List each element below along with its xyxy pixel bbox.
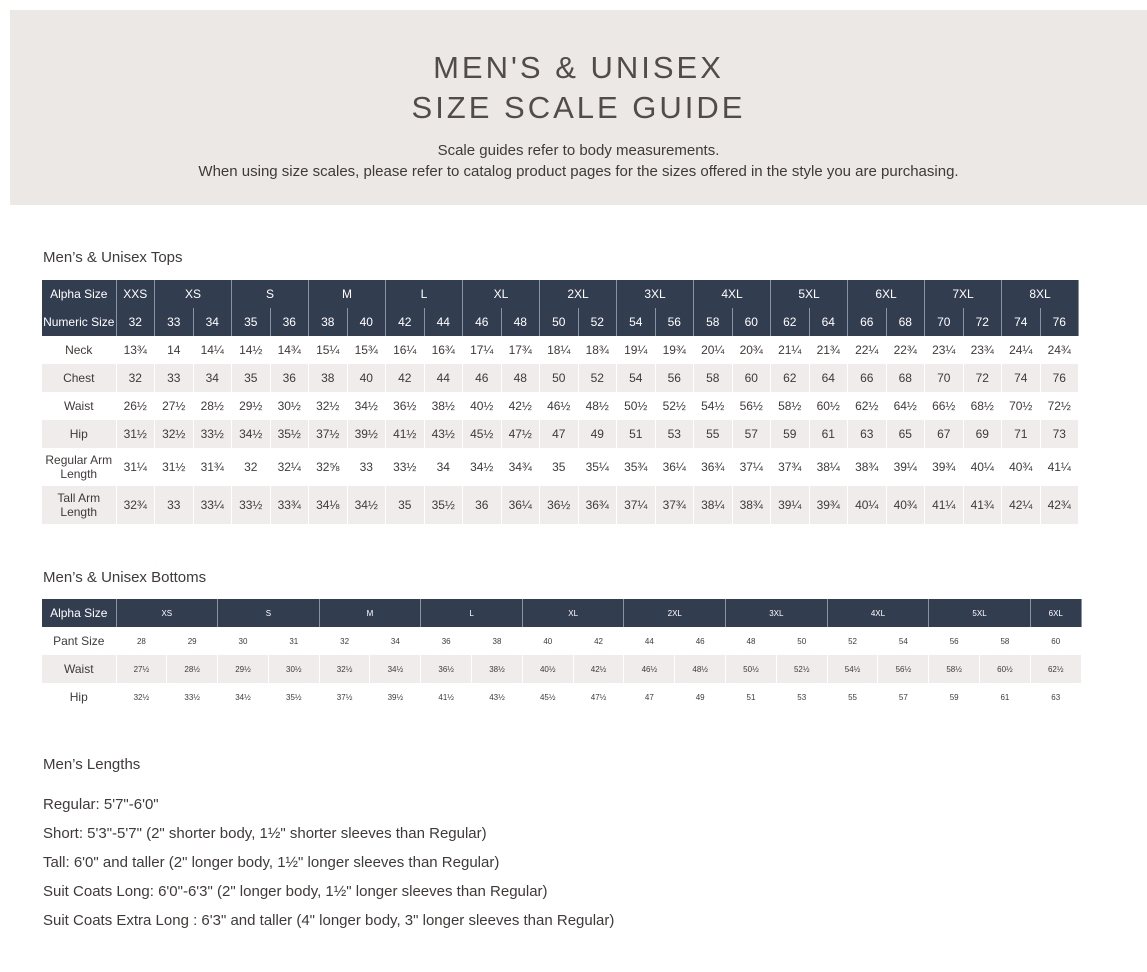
subtitle-line1: Scale guides refer to body measurements. <box>437 142 720 159</box>
table-cell: 22¾ <box>886 336 925 364</box>
table-cell: 52½ <box>655 392 694 420</box>
table-cell: 37¾ <box>771 448 810 486</box>
table-cell: 16¼ <box>386 336 425 364</box>
alpha-size-header: 4XL <box>827 599 929 627</box>
table-cell: 16¾ <box>424 336 463 364</box>
numeric-size-header: 50 <box>540 308 579 336</box>
table-cell: 58½ <box>929 655 980 683</box>
table-cell: 20¼ <box>694 336 733 364</box>
table-cell: 62 <box>771 364 810 392</box>
numeric-size-header: 38 <box>309 308 348 336</box>
subtitle-line2: When using size scales, please refer to catalog product pages for the sizes offered in the style you are purchasing. <box>198 163 959 180</box>
table-cell: 54 <box>878 627 929 655</box>
table-cell: 38 <box>309 364 348 392</box>
table-cell: 47½ <box>573 683 624 711</box>
numeric-size-header: 60 <box>732 308 771 336</box>
alpha-size-header: 5XL <box>929 599 1031 627</box>
table-cell: 38¾ <box>848 448 887 486</box>
numeric-size-header: 62 <box>771 308 810 336</box>
numeric-size-header: 74 <box>1002 308 1041 336</box>
table-cell: 32½ <box>309 392 348 420</box>
table-cell: 33½ <box>386 448 425 486</box>
table-cell: 66 <box>848 364 887 392</box>
table-row <box>42 655 1081 683</box>
alpha-size-header: S <box>218 599 320 627</box>
table-cell: 60½ <box>809 392 848 420</box>
table-cell: 46 <box>463 364 502 392</box>
alpha-size-header: XL <box>522 599 624 627</box>
numeric-size-header: 66 <box>848 308 887 336</box>
table-cell: 27½ <box>155 392 194 420</box>
numeric-size-header: 76 <box>1040 308 1079 336</box>
table-cell: 59 <box>929 683 980 711</box>
table-cell: 20¾ <box>732 336 771 364</box>
row-label: Waist <box>42 392 116 420</box>
table-cell: 24¼ <box>1002 336 1041 364</box>
header-banner <box>10 10 1147 205</box>
table-cell: 30½ <box>268 655 319 683</box>
table-cell: 35 <box>386 486 425 524</box>
alpha-size-header: 8XL <box>1002 280 1079 308</box>
table-cell: 36¾ <box>578 486 617 524</box>
table-cell: 33½ <box>232 486 271 524</box>
table-cell: 58 <box>694 364 733 392</box>
table-cell: 39½ <box>370 683 421 711</box>
table-cell: 34 <box>370 627 421 655</box>
numeric-size-header: 48 <box>501 308 540 336</box>
table-cell: 41¼ <box>1040 448 1079 486</box>
table-cell: 19¾ <box>655 336 694 364</box>
numeric-size-header: 33 <box>155 308 194 336</box>
table-cell: 38¾ <box>732 486 771 524</box>
row-label: Pant Size <box>42 627 116 655</box>
table-cell: 35¾ <box>617 448 656 486</box>
alpha-size-header: 7XL <box>925 280 1002 308</box>
bottoms-heading: Men’s & Unisex Bottoms <box>43 569 207 586</box>
table-cell: 37½ <box>319 683 370 711</box>
row-label: Regular Arm Length <box>42 448 116 486</box>
table-cell: 14½ <box>232 336 271 364</box>
table-cell: 34½ <box>232 420 271 448</box>
table-cell: 42¾ <box>1040 486 1079 524</box>
table-cell: 32⅝ <box>309 448 348 486</box>
table-cell: 52 <box>578 364 617 392</box>
table-cell: 17¼ <box>463 336 502 364</box>
table-cell: 34 <box>193 364 232 392</box>
alpha-size-header: 6XL <box>1030 599 1081 627</box>
table-cell: 41¼ <box>925 486 964 524</box>
table-cell: 61 <box>809 420 848 448</box>
table-row <box>42 364 1079 392</box>
numeric-size-header: 46 <box>463 308 502 336</box>
alpha-size-header: S <box>232 280 309 308</box>
table-cell: 50½ <box>726 655 777 683</box>
table-cell: 34½ <box>347 392 386 420</box>
numeric-size-header: 40 <box>347 308 386 336</box>
table-cell: 36¼ <box>655 448 694 486</box>
numeric-size-header: 56 <box>655 308 694 336</box>
table-cell: 29 <box>167 627 218 655</box>
page-title-line2: SIZE SCALE GUIDE <box>411 90 746 125</box>
table-cell: 72 <box>963 364 1002 392</box>
table-cell: 29½ <box>218 655 269 683</box>
table-cell: 35¼ <box>578 448 617 486</box>
table-cell: 40¾ <box>1002 448 1041 486</box>
table-cell: 14 <box>155 336 194 364</box>
row-label: Tall Arm Length <box>42 486 116 524</box>
table-cell: 69 <box>963 420 1002 448</box>
numeric-size-header: 64 <box>809 308 848 336</box>
table-cell: 35 <box>232 364 271 392</box>
numeric-size-header: 34 <box>193 308 232 336</box>
numeric-size-label: Numeric Size <box>42 308 116 336</box>
table-cell: 34½ <box>463 448 502 486</box>
table-cell: 33 <box>347 448 386 486</box>
table-cell: 23¾ <box>963 336 1002 364</box>
table-cell: 66½ <box>925 392 964 420</box>
table-cell: 38¼ <box>809 448 848 486</box>
table-cell: 36½ <box>540 486 579 524</box>
table-cell: 72½ <box>1040 392 1079 420</box>
table-cell: 15¼ <box>309 336 348 364</box>
list-item: Tall: 6'0" and taller (2" longer body, 1½" longer sleeves than Regular) <box>43 854 500 871</box>
numeric-size-header: 68 <box>886 308 925 336</box>
table-cell: 32½ <box>319 655 370 683</box>
table-cell: 37¼ <box>732 448 771 486</box>
table-cell: 34 <box>424 448 463 486</box>
table-cell: 31½ <box>155 448 194 486</box>
table-cell: 56½ <box>732 392 771 420</box>
table-cell: 54 <box>617 364 656 392</box>
table-cell: 37¼ <box>617 486 656 524</box>
numeric-size-header: 44 <box>424 308 463 336</box>
table-cell: 71 <box>1002 420 1041 448</box>
table-cell: 31½ <box>116 420 155 448</box>
table-cell: 28½ <box>193 392 232 420</box>
table-cell: 62½ <box>848 392 887 420</box>
table-cell: 33½ <box>193 420 232 448</box>
table-cell: 51 <box>617 420 656 448</box>
table-cell: 60 <box>1030 627 1081 655</box>
table-cell: 73 <box>1040 420 1079 448</box>
table-cell: 36½ <box>421 655 472 683</box>
table-row <box>42 420 1079 448</box>
alpha-size-label: Alpha Size <box>42 280 116 308</box>
table-cell: 28 <box>116 627 167 655</box>
list-item: Suit Coats Extra Long : 6'3" and taller (4" longer body, 3" longer sleeves than Regular) <box>43 912 615 929</box>
table-cell: 13¾ <box>116 336 155 364</box>
alpha-size-header: 2XL <box>540 280 617 308</box>
table-cell: 28½ <box>167 655 218 683</box>
numeric-size-header: 35 <box>232 308 271 336</box>
table-cell: 76 <box>1040 364 1079 392</box>
table-cell: 63 <box>848 420 887 448</box>
table-cell: 33 <box>155 364 194 392</box>
table-cell: 50 <box>540 364 579 392</box>
table-cell: 33 <box>155 486 194 524</box>
alpha-size-header: M <box>309 280 386 308</box>
table-cell: 32 <box>116 364 155 392</box>
table-cell: 70½ <box>1002 392 1041 420</box>
table-cell: 47 <box>624 683 675 711</box>
table-cell: 22¼ <box>848 336 887 364</box>
numeric-size-header: 42 <box>386 308 425 336</box>
table-cell: 70 <box>925 364 964 392</box>
lengths-list <box>43 794 614 939</box>
table-cell: 35½ <box>268 683 319 711</box>
table-row <box>42 448 1079 486</box>
table-cell: 36 <box>270 364 309 392</box>
row-label: Chest <box>42 364 116 392</box>
table-cell: 48½ <box>578 392 617 420</box>
alpha-size-header: XL <box>463 280 540 308</box>
table-cell: 46 <box>675 627 726 655</box>
table-row <box>42 336 1079 364</box>
table-row <box>42 683 1081 711</box>
table-cell: 68 <box>886 364 925 392</box>
table-cell: 18¼ <box>540 336 579 364</box>
table-cell: 64½ <box>886 392 925 420</box>
lengths-heading: Men’s Lengths <box>43 756 141 773</box>
table-cell: 32½ <box>116 683 167 711</box>
table-cell: 44 <box>424 364 463 392</box>
table-cell: 44 <box>624 627 675 655</box>
table-cell: 51 <box>726 683 777 711</box>
table-cell: 35½ <box>270 420 309 448</box>
alpha-size-label: Alpha Size <box>42 599 116 627</box>
table-cell: 29½ <box>232 392 271 420</box>
table-cell: 35½ <box>424 486 463 524</box>
table-cell: 21¾ <box>809 336 848 364</box>
table-cell: 36¼ <box>501 486 540 524</box>
table-cell: 48 <box>726 627 777 655</box>
table-cell: 42 <box>573 627 624 655</box>
table-cell: 59 <box>771 420 810 448</box>
table-cell: 35 <box>540 448 579 486</box>
numeric-size-header: 32 <box>116 308 155 336</box>
table-cell: 55 <box>827 683 878 711</box>
table-cell: 30 <box>218 627 269 655</box>
table-cell: 40¾ <box>886 486 925 524</box>
numeric-size-header: 54 <box>617 308 656 336</box>
table-cell: 24¾ <box>1040 336 1079 364</box>
table-cell: 41½ <box>421 683 472 711</box>
table-cell: 40 <box>347 364 386 392</box>
table-cell: 14¾ <box>270 336 309 364</box>
table-cell: 48 <box>501 364 540 392</box>
table-cell: 30½ <box>270 392 309 420</box>
alpha-size-header: XXS <box>116 280 155 308</box>
table-cell: 56½ <box>878 655 929 683</box>
table-cell: 36 <box>421 627 472 655</box>
table-cell: 18¾ <box>578 336 617 364</box>
page-title-line1: MEN'S & UNISEX <box>433 50 724 85</box>
table-cell: 33¾ <box>270 486 309 524</box>
row-label: Hip <box>42 683 116 711</box>
table-cell: 63 <box>1030 683 1081 711</box>
table-cell: 31 <box>268 627 319 655</box>
list-item: Short: 5'3"-5'7" (2" shorter body, 1½" shorter sleeves than Regular) <box>43 825 487 842</box>
table-cell: 15¾ <box>347 336 386 364</box>
table-cell: 50½ <box>617 392 656 420</box>
numeric-size-header: 52 <box>578 308 617 336</box>
tops-heading: Men’s & Unisex Tops <box>43 249 183 266</box>
table-cell: 39¼ <box>771 486 810 524</box>
table-cell: 48½ <box>675 655 726 683</box>
table-cell: 41½ <box>386 420 425 448</box>
alpha-size-header: M <box>319 599 421 627</box>
table-cell: 52 <box>827 627 878 655</box>
table-cell: 49 <box>578 420 617 448</box>
table-cell: 14¼ <box>193 336 232 364</box>
table-cell: 42 <box>386 364 425 392</box>
bottoms-size-table <box>42 599 1082 711</box>
table-cell: 26½ <box>116 392 155 420</box>
table-cell: 19¼ <box>617 336 656 364</box>
table-cell: 46½ <box>624 655 675 683</box>
table-cell: 31¾ <box>193 448 232 486</box>
table-cell: 40½ <box>463 392 502 420</box>
list-item: Regular: 5'7"-6'0" <box>43 796 159 813</box>
table-cell: 39¼ <box>886 448 925 486</box>
table-cell: 36½ <box>386 392 425 420</box>
table-cell: 60 <box>732 364 771 392</box>
alpha-size-header: L <box>421 599 523 627</box>
table-cell: 37¾ <box>655 486 694 524</box>
numeric-size-header: 36 <box>270 308 309 336</box>
numeric-size-header: 72 <box>963 308 1002 336</box>
alpha-size-header: 6XL <box>848 280 925 308</box>
alpha-size-header: 3XL <box>617 280 694 308</box>
alpha-size-header: 3XL <box>726 599 828 627</box>
table-row <box>42 627 1081 655</box>
table-cell: 40¼ <box>963 448 1002 486</box>
table-cell: 36 <box>463 486 502 524</box>
table-cell: 34½ <box>347 486 386 524</box>
table-cell: 38 <box>472 627 523 655</box>
table-cell: 67 <box>925 420 964 448</box>
table-cell: 57 <box>878 683 929 711</box>
table-cell: 54½ <box>694 392 733 420</box>
alpha-size-header: XS <box>155 280 232 308</box>
table-cell: 42½ <box>501 392 540 420</box>
table-cell: 47 <box>540 420 579 448</box>
table-cell: 62½ <box>1030 655 1081 683</box>
table-cell: 46½ <box>540 392 579 420</box>
table-cell: 40 <box>522 627 573 655</box>
alpha-size-header: 2XL <box>624 599 726 627</box>
table-cell: 31¼ <box>116 448 155 486</box>
table-cell: 34⅛ <box>309 486 348 524</box>
table-cell: 65 <box>886 420 925 448</box>
table-cell: 56 <box>929 627 980 655</box>
table-cell: 61 <box>980 683 1031 711</box>
table-cell: 50 <box>776 627 827 655</box>
alpha-size-header: 5XL <box>771 280 848 308</box>
table-cell: 47½ <box>501 420 540 448</box>
table-cell: 64 <box>809 364 848 392</box>
table-cell: 53 <box>655 420 694 448</box>
alpha-size-header: 4XL <box>694 280 771 308</box>
table-cell: 42½ <box>573 655 624 683</box>
table-cell: 57 <box>732 420 771 448</box>
table-cell: 58 <box>980 627 1031 655</box>
table-cell: 54½ <box>827 655 878 683</box>
row-label: Hip <box>42 420 116 448</box>
table-cell: 74 <box>1002 364 1041 392</box>
table-cell: 68½ <box>963 392 1002 420</box>
table-cell: 37½ <box>309 420 348 448</box>
table-cell: 39¾ <box>925 448 964 486</box>
table-row <box>42 486 1079 524</box>
table-cell: 27½ <box>116 655 167 683</box>
table-cell: 36¾ <box>694 448 733 486</box>
table-cell: 32 <box>232 448 271 486</box>
table-cell: 21¼ <box>771 336 810 364</box>
table-cell: 32½ <box>155 420 194 448</box>
table-cell: 58½ <box>771 392 810 420</box>
table-cell: 38½ <box>424 392 463 420</box>
table-cell: 39½ <box>347 420 386 448</box>
list-item: Suit Coats Long: 6'0"-6'3" (2" longer body, 1½" longer sleeves than Regular) <box>43 883 548 900</box>
row-label: Waist <box>42 655 116 683</box>
alpha-size-header: L <box>386 280 463 308</box>
table-cell: 42¼ <box>1002 486 1041 524</box>
table-cell: 55 <box>694 420 733 448</box>
table-cell: 33½ <box>167 683 218 711</box>
table-cell: 56 <box>655 364 694 392</box>
table-cell: 38½ <box>472 655 523 683</box>
table-cell: 52½ <box>776 655 827 683</box>
table-cell: 32¾ <box>116 486 155 524</box>
row-label: Neck <box>42 336 116 364</box>
table-cell: 40½ <box>522 655 573 683</box>
table-cell: 41¾ <box>963 486 1002 524</box>
table-cell: 34½ <box>370 655 421 683</box>
table-cell: 34½ <box>218 683 269 711</box>
numeric-size-header: 58 <box>694 308 733 336</box>
table-cell: 32 <box>319 627 370 655</box>
alpha-size-header: XS <box>116 599 218 627</box>
table-cell: 45½ <box>463 420 502 448</box>
table-cell: 34¾ <box>501 448 540 486</box>
tops-size-table <box>42 280 1079 524</box>
table-cell: 38¼ <box>694 486 733 524</box>
numeric-size-header: 70 <box>925 308 964 336</box>
table-cell: 23¼ <box>925 336 964 364</box>
table-cell: 17¾ <box>501 336 540 364</box>
table-cell: 40¼ <box>848 486 887 524</box>
table-row <box>42 392 1079 420</box>
table-cell: 43½ <box>424 420 463 448</box>
table-cell: 32¼ <box>270 448 309 486</box>
table-cell: 53 <box>776 683 827 711</box>
table-cell: 45½ <box>522 683 573 711</box>
table-cell: 33¼ <box>193 486 232 524</box>
table-cell: 39¾ <box>809 486 848 524</box>
table-cell: 60½ <box>980 655 1031 683</box>
table-cell: 49 <box>675 683 726 711</box>
table-cell: 43½ <box>472 683 523 711</box>
